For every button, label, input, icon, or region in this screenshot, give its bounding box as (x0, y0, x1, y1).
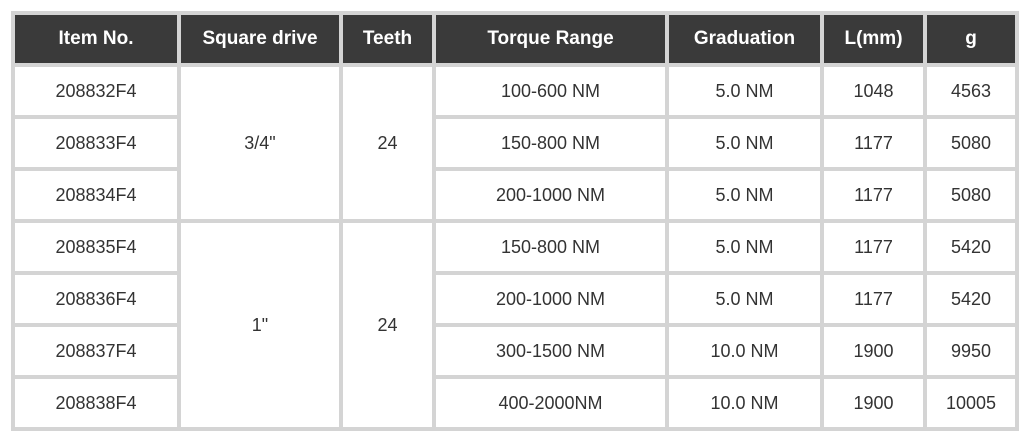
item-no-cell: 208833F4 (15, 119, 177, 167)
length-cell: 1177 (824, 275, 923, 323)
item-no-cell: 208836F4 (15, 275, 177, 323)
torque-range-cell: 150-800 NM (436, 223, 665, 271)
weight-cell: 5080 (927, 171, 1015, 219)
table-row (15, 327, 1015, 375)
torque-range-cell: 150-800 NM (436, 119, 665, 167)
graduation-cell: 5.0 NM (669, 119, 820, 167)
spec-table (11, 11, 1019, 431)
header-length: L(mm) (824, 15, 923, 63)
teeth-cell: 24 (343, 67, 432, 219)
header-torque-range: Torque Range (436, 15, 665, 63)
weight-cell: 9950 (927, 327, 1015, 375)
weight-cell: 4563 (927, 67, 1015, 115)
weight-cell: 5420 (927, 275, 1015, 323)
square-drive-cell: 3/4" (181, 67, 339, 219)
item-no-cell: 208835F4 (15, 223, 177, 271)
torque-range-cell: 100-600 NM (436, 67, 665, 115)
item-no-cell: 208834F4 (15, 171, 177, 219)
graduation-cell: 10.0 NM (669, 379, 820, 427)
table-row (15, 171, 1015, 219)
table-row (15, 119, 1015, 167)
torque-range-cell: 300-1500 NM (436, 327, 665, 375)
length-cell: 1900 (824, 327, 923, 375)
header-item-no: Item No. (15, 15, 177, 63)
graduation-cell: 5.0 NM (669, 223, 820, 271)
item-no-cell: 208837F4 (15, 327, 177, 375)
length-cell: 1900 (824, 379, 923, 427)
length-cell: 1048 (824, 67, 923, 115)
table-row (15, 67, 1015, 115)
torque-range-cell: 200-1000 NM (436, 275, 665, 323)
graduation-cell: 5.0 NM (669, 67, 820, 115)
item-no-cell: 208838F4 (15, 379, 177, 427)
header-square-drive: Square drive (181, 15, 339, 63)
teeth-cell: 24 (343, 223, 432, 427)
header-weight: g (927, 15, 1015, 63)
torque-range-cell: 200-1000 NM (436, 171, 665, 219)
header-graduation: Graduation (669, 15, 820, 63)
header-row (15, 15, 1015, 63)
weight-cell: 5420 (927, 223, 1015, 271)
table-row (15, 379, 1015, 427)
square-drive-cell: 1" (181, 223, 339, 427)
graduation-cell: 5.0 NM (669, 275, 820, 323)
item-no-cell: 208832F4 (15, 67, 177, 115)
graduation-cell: 5.0 NM (669, 171, 820, 219)
weight-cell: 5080 (927, 119, 1015, 167)
table-row (15, 275, 1015, 323)
length-cell: 1177 (824, 119, 923, 167)
weight-cell: 10005 (927, 379, 1015, 427)
torque-range-cell: 400-2000NM (436, 379, 665, 427)
table-row (15, 223, 1015, 271)
header-teeth: Teeth (343, 15, 432, 63)
length-cell: 1177 (824, 171, 923, 219)
length-cell: 1177 (824, 223, 923, 271)
graduation-cell: 10.0 NM (669, 327, 820, 375)
